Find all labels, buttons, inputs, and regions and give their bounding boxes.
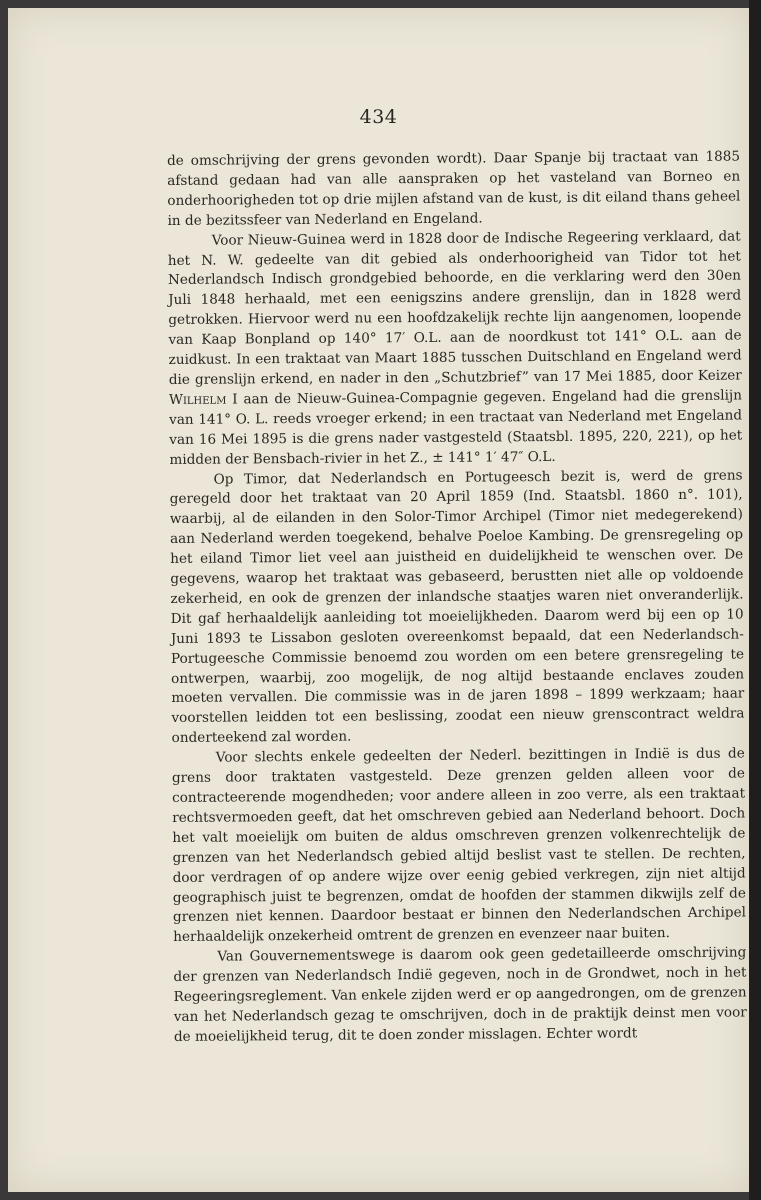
body-text — [167, 147, 747, 1047]
paragraph-gouvernement: Van Gouvernementswege is daarom ook geen gedetailleerde omschrijving der grenzen van Nederlandsch Indië gegeven, noch in de Grondwet, noch in het Regeeringsreglement. Van enkele zijden werd er op aangedrongen, om de grenzen van het Nederlandsch gezag te omschrijven, doch in de praktijk deinst men voor de moeielijkheid terug, dit te doen zonder misslagen. Echter wordt — [173, 944, 747, 1045]
paragraph-nieuw-guinea — [168, 227, 743, 470]
scan-edge — [749, 0, 761, 1200]
paragraph-timor: Op Timor, dat Nederlandsch en Portugeesch bezit is, werd de grens geregeld door het traktaat van 20 April 1859 (Ind. Staatsbl. 1860 n°. 101), waarbij, al de eilanden in den Solor-Timor Archipel (Timor niet medegerekend) aan Nederland werden toegekend, behalve Poeloe Kambing. De grensregeling op het eiland Timor liet veel aan juistheid en duidelijkheid te wenschen over. De gegevens, waarop het traktaat was gebaseerd, berustten niet alle op voldoende zekerheid, en ook de grenzen der inlandsche staatjes waren niet onveranderlijk. Dit gaf herhaaldelijk aanleiding tot moeielijkheden. Daarom werd bij een op 10 Juni 1893 te Lissabon gesloten overeenkomst bepaald, dat een Nederlandsch-Portugeesche Commissie benoemd zou worden om een betere grensregeling te ontwerpen, waarbij, zoo mogelijk, de nog altijd bestaande enclaves zouden moeten vervallen. Die commissie was in de jaren 1898 – 1899 werkzaam; haar voorstellen leidden tot een beslissing, zoodat een nieuw grenscontract weldra onderteekend zal worden. — [169, 466, 745, 747]
paragraph-borneo: de omschrijving der grens gevonden wordt). Daar Spanje bij tractaat van 1885 afstand gedaan had van alle aanspraken op het vasteland van Borneo en onderhoorigheden tot op drie mijlen afstand van de kust, is dit eiland thans geheel in de bezitssfeer van Nederland en Engeland. — [167, 148, 741, 229]
page-number: 434 — [359, 106, 398, 128]
emperor-name: Wilhelm — [168, 391, 227, 408]
book-page — [8, 8, 749, 1192]
paragraph-nieuw-guinea-part-1: Voor Nieuw-Guinea werd in 1828 door de Indische Regeering verklaard, dat het N. W. gedeelte van dit gebied als onderhoorigheid van Tidor tot het Nederlandsch Indisch grondgebied behoorde, en die verklaring werd den 30en Juli 1848 herhaald, met een eenigszins andere grenslijn, dan in 1828 werd getrokken. Hiervoor werd nu een hoofdzakelijk rechte lijn aangenomen, loopende van Kaap Bonpland op 140° 17′ O.L. aan de noordkust tot 141° O.L. aan de zuidkust. In een traktaat van Maart 1885 tusschen Duitschland en Engeland werd die grenslijn erkend, en nader in den „Schutzbrief” van 17 Mei 1885, door Keizer — [167, 228, 742, 388]
paragraph-nieuw-guinea-part-2: I aan de Nieuw-Guinea-Compagnie gegeven. Engeland had die grenslijn van 141° O. L. reeds vroeger erkend; in een tractaat van Nederland met Engeland van 16 Mei 1895 is die grens nader vastgesteld (Staatsbl. 1895, 220, 221), op het midden der Bensbach-rivier in het Z., ± 141° 1′ 47″ O.L. — [169, 387, 743, 468]
paragraph-grenzen: Voor slechts enkele gedeelten der Nederl. bezittingen in Indië is dus de grens door traktaten vastgesteld. Deze grenzen gelden alleen voor de contracteerende mogendheden; voor andere alleen in zoo verre, als een traktaat rechtsvermoeden geeft, dat het omschreven gebied aan Nederland behoort. Doch het valt moeielijk om buiten de aldus omschreven grenzen volkenrechtelijk de grenzen van het Nederlandsch gebied altijd beslist vast te stellen. De rechten, door verdragen of op andere wijze over eenig gebied verkregen, zijn niet altijd geographisch juist te begrenzen, omdat de hoofden der stammen dikwijls zelf de grenzen niet kennen. Daardoor bestaat er binnen den Nederlandschen Archipel herhaaldelijk onzekerheid omtrent de grenzen en evenzeer naar buiten. — [171, 745, 747, 946]
